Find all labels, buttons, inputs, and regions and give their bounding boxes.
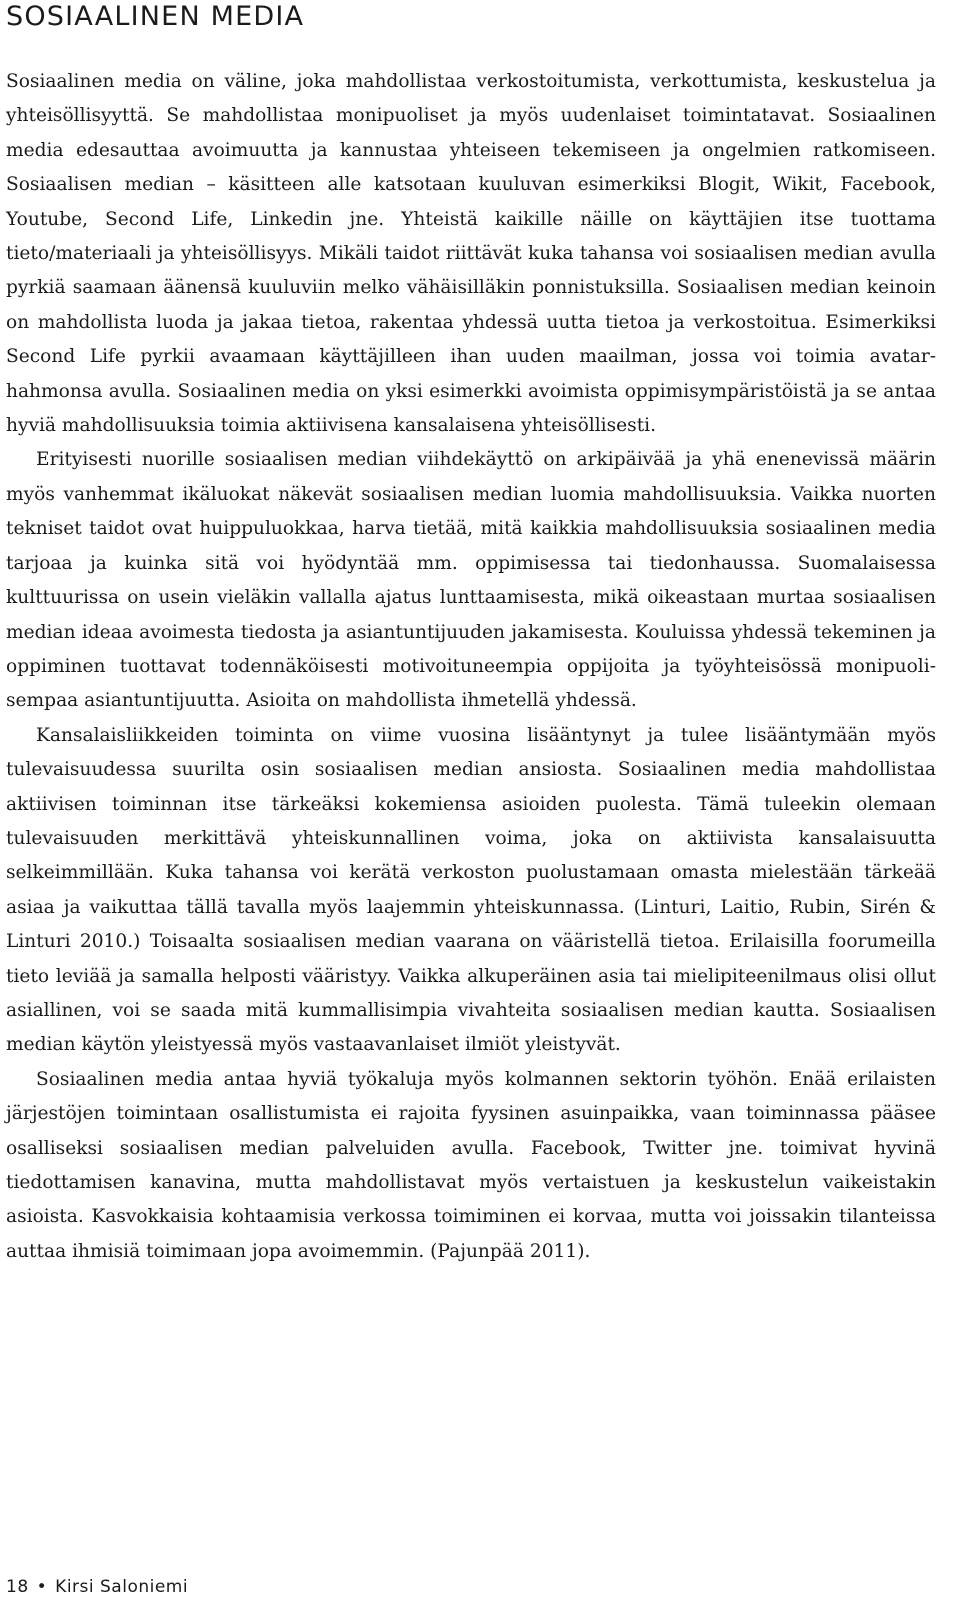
- page-footer: [6, 1576, 188, 1598]
- section-heading: SOSIAALINEN MEDIA: [6, 1, 305, 32]
- page-number: 18: [6, 1577, 29, 1597]
- author-name: Kirsi Saloniemi: [55, 1577, 189, 1597]
- footer-separator: •: [36, 1577, 48, 1597]
- body-text: [6, 65, 936, 1269]
- paragraph-4: Sosiaalinen media antaa hyviä työkaluja myös kolmannen sektorin työhön. Enää erilaisten järjestöjen toimintaan osallistumista ei rajoita fyysinen asuinpaikka, vaan toiminnassa pääsee osalliseksi sosiaalisen median palveluiden avulla. Facebook, Twitter jne. toimivat hyvinä tiedottamisen kanavina, mutta mahdollistavat myös vertaistuen ja keskustelun vaikeistakin asioista. Kasvokkaisia kohtaamisia verkossa toimiminen ei korvaa, mutta voi joissakin tilanteissa auttaa ihmisiä toimimaan jopa avoimemmin. (Pajunpää 2011).: [6, 1068, 936, 1262]
- paragraph-2: Erityisesti nuorille sosiaalisen median viihdekäyttö on arkipäivää ja yhä enenevissä määrin myös vanhemmat ikäluokat näkevät sosiaalisen median luomia mahdollisuuksia. Vaikka nuorten tekniset taidot ovat huippuluokkaa, harva tietää, mitä kaikkia mahdollisuuksia sosiaalinen media tarjoaa ja kuinka sitä voi hyödyntää mm. oppimisessa tai tiedonhaussa. Suomalaisessa kulttuurissa on usein vieläkin vallalla ajatus lunttaamisesta, mikä oikeastaan murtaa sosiaalisen median ideaa avoimesta tiedosta ja asiantuntijuuden jakamisesta. Kouluissa yhdessä tekeminen ja oppiminen tuottavat todennäköisesti motivoituneempia oppijoita ja työyhteisössä monipuolisempaa asiantuntijuutta. Asioita on mahdollista ihmetellä yhdessä.: [6, 449, 936, 712]
- paragraph-1: Sosiaalinen media on väline, joka mahdollistaa verkostoitumista, verkottumista, keskustelua ja yhteisöllisyyttä. Se mahdollistaa monipuoliset ja myös uudenlaiset toimintatavat. Sosiaalinen media edesauttaa avoimuutta ja kannustaa yhteiseen tekemiseen ja ongelmien ratkomiseen. Sosiaalisen median – käsitteen alle katsotaan kuuluvan esimerkiksi Blogit, Wikit, Facebook, Youtube, Second Life, Linkedin jne. Yhteistä kaikille näille on käyttäjien itse tuottama tieto/materiaali ja yhteisöllisyys. Mikäli taidot riittävät kuka tahansa voi sosiaalisen median avulla pyrkiä saamaan äänensä kuuluviin melko vähäisilläkin ponnistuksilla. Sosiaalisen median keinoin on mahdollista luoda ja jakaa tietoa, rakentaa yhdessä uutta tietoa ja verkostoitua. Esimerkiksi Second Life pyrkii avaamaan käyttäjilleen ihan uuden maailman, jossa voi toimia avatar-hahmonsa avulla. Sosiaalinen media on yksi esimerkki avoimista oppimisympäristöistä ja se antaa hyviä mahdollisuuksia toimia aktiivisena kansalaisena yhteisöllisesti.: [6, 71, 936, 437]
- paragraph-3: Kansalaisliikkeiden toiminta on viime vuosina lisääntynyt ja tulee lisääntymään myös tulevaisuudessa suurilta osin sosiaalisen median ansiosta. Sosiaalinen media mahdollistaa aktiivisen toiminnan itse tärkeäksi kokemiensa asioiden puolesta. Tämä tuleekin olemaan tulevaisuuden merkittävä yhteiskunnallinen voima, joka on aktiivista kansalaisuutta selkeimmillään. Kuka tahansa voi kerätä verkoston puolustamaan omasta mielestään tärkeää asiaa ja vaikuttaa tällä tavalla myös laajemmin yhteiskunnassa. (Linturi, Laitio, Rubin, Sirén & Linturi 2010.) Toisaalta sosiaalisen median vaarana on vääristellä tietoa. Erilaisilla foorumeilla tieto leviää ja samalla helposti vääristyy. Vaikka alkuperäinen asia tai mielipiteenilmaus olisi ollut asiallinen, voi se saada mitä kummallisimpia vivahteita sosiaalisen median kautta. Sosiaalisen median käytön yleistyessä myös vastaavanlaiset ilmiöt yleistyvät.: [6, 724, 936, 1056]
